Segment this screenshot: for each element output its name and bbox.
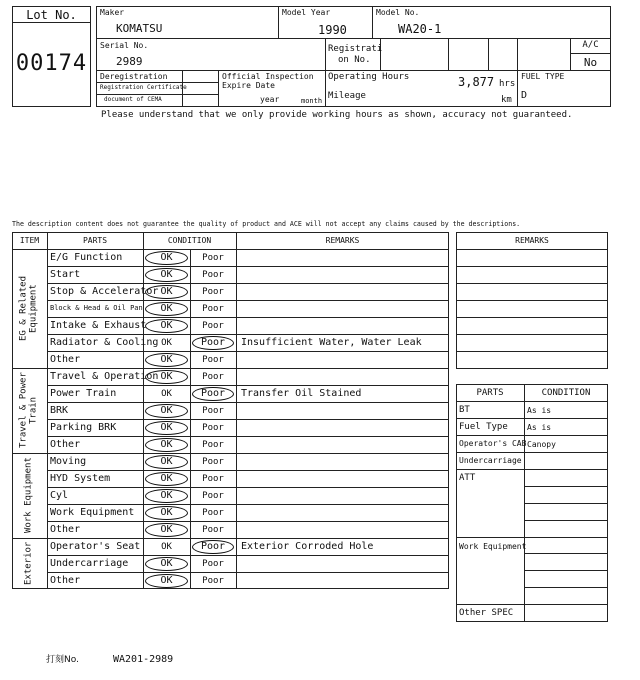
poor-marker: Poor: [202, 576, 224, 586]
work-equipment-side-label: Work Equipment: [459, 542, 527, 551]
item-header: ITEM: [19, 236, 40, 245]
ok-marker: OK: [145, 285, 188, 299]
remark-text: Exterior Corroded Hole: [241, 541, 374, 552]
part-label: Moving: [50, 456, 87, 467]
inspection-label-2: Expire Date: [222, 81, 275, 90]
remark-text: Insufficient Water, Water Leak: [241, 337, 422, 348]
group-label: Travel & Power Train: [18, 372, 39, 449]
ok-marker: OK: [145, 319, 188, 333]
part-label: Travel & Operation: [50, 371, 159, 382]
month-label: month: [301, 97, 323, 105]
part-label: Parking BRK: [50, 422, 117, 433]
ok-marker: OK: [145, 370, 188, 384]
ok-marker: OK: [145, 574, 188, 588]
remark-text: Transfer Oil Stained: [241, 388, 362, 399]
operating-hours-value: 3,877: [458, 75, 495, 89]
serial-no-value: 2989: [116, 55, 143, 68]
poor-marker: Poor: [202, 423, 224, 433]
model-year-value: 1990: [318, 23, 347, 37]
bt-label: BT: [459, 405, 470, 415]
model-year-label: Model Year: [282, 8, 331, 17]
part-label: Other: [50, 524, 81, 535]
poor-marker: Poor: [202, 474, 224, 484]
lot-no-label: Lot No.: [26, 8, 77, 22]
part-label: Power Train: [50, 388, 117, 399]
poor-marker: Poor: [192, 336, 234, 350]
part-label: Undercarriage: [50, 558, 129, 569]
part-label: Other: [50, 354, 81, 365]
poor-marker: Poor: [192, 387, 234, 401]
ok-marker: OK: [145, 404, 188, 418]
poor-marker: Poor: [202, 372, 224, 382]
ok-marker: OK: [145, 472, 188, 486]
ok-marker: OK: [161, 389, 172, 399]
fuel-type-label: FUEL TYPE: [521, 72, 565, 81]
maker-value: KOMATSU: [116, 22, 163, 35]
inspection-label: Official Inspection: [222, 72, 314, 81]
cema-document-label: document of CEMA: [104, 96, 162, 103]
part-label: Intake & Exhaust: [50, 320, 147, 331]
ok-marker: OK: [145, 523, 188, 537]
registration-label: Registrati: [328, 44, 383, 54]
registration-certificate-label: Registration Certificate: [100, 84, 187, 91]
part-label: Block & Head & Oil Pan: [50, 304, 143, 312]
part-label: HYD System: [50, 473, 111, 484]
ok-marker: OK: [145, 455, 188, 469]
ok-marker: OK: [145, 268, 188, 282]
fuel-type-side-label: Fuel Type: [459, 422, 508, 432]
model-no-label: Model No.: [376, 8, 420, 17]
part-label: Radiator & Cooling: [50, 337, 159, 348]
group-label: Exterior: [23, 541, 34, 586]
part-label: Operator's Seat: [50, 541, 141, 552]
part-label: BRK: [50, 405, 69, 416]
ok-marker: OK: [145, 557, 188, 571]
poor-marker: Poor: [202, 525, 224, 535]
side-condition-header: CONDITION: [541, 388, 591, 398]
poor-marker: Poor: [202, 508, 224, 518]
operator-cab-label: Operator's CAB: [459, 439, 527, 448]
side-parts-header: PARTS: [476, 388, 504, 398]
fuel-type-side-value: As is: [527, 423, 552, 432]
part-label: Work Equipment: [50, 507, 135, 518]
poor-marker: Poor: [202, 270, 224, 280]
group-label: Work Equipment: [23, 457, 34, 534]
poor-marker: Poor: [202, 406, 224, 416]
operating-hours-label: Operating Hours: [328, 72, 410, 82]
ok-marker: OK: [161, 542, 172, 552]
ac-label: A/C: [582, 40, 599, 50]
poor-marker: Poor: [202, 355, 224, 365]
ok-marker: OK: [145, 438, 188, 452]
ok-marker: OK: [145, 302, 188, 316]
part-label: E/G Function: [50, 252, 123, 263]
remarks-header: REMARKS: [325, 236, 360, 245]
ok-marker: OK: [145, 489, 188, 503]
part-label: Other: [50, 439, 81, 450]
poor-marker: Poor: [202, 287, 224, 297]
poor-marker: Poor: [202, 321, 224, 331]
lot-no-value: 00174: [15, 51, 88, 76]
deregistration-label: Deregistration: [100, 72, 168, 81]
poor-marker: Poor: [202, 491, 224, 501]
ac-value: No: [583, 56, 598, 69]
att-label: ATT: [459, 473, 476, 483]
description-disclaimer: The description content does not guarantee the quality of product and ACE will not accept any claims caused by the descriptions.: [12, 220, 521, 228]
poor-marker: Poor: [202, 304, 224, 314]
parts-header: PARTS: [82, 236, 108, 245]
serial-no-label: Serial No.: [100, 41, 149, 50]
poor-marker: Poor: [202, 559, 224, 569]
part-label: Start: [50, 269, 81, 280]
ok-marker: OK: [145, 506, 188, 520]
year-label: year: [260, 95, 280, 104]
part-label: Cyl: [50, 490, 69, 501]
fuel-type-value: D: [521, 90, 528, 101]
ok-marker: OK: [145, 251, 188, 265]
model-no-value: WA20-1: [398, 22, 442, 36]
poor-marker: Poor: [202, 457, 224, 467]
poor-marker: Poor: [202, 440, 224, 450]
ok-marker: OK: [145, 353, 188, 367]
hrs-label: hrs: [499, 79, 516, 89]
ok-marker: OK: [145, 421, 188, 435]
registration-label-2: on No.: [338, 55, 371, 65]
operator-cab-value: Canopy: [527, 440, 556, 449]
stamp-no-value: WA201-2989: [113, 654, 174, 665]
poor-marker: Poor: [192, 540, 234, 554]
stamp-no-label: 打刻No.: [46, 655, 79, 665]
mileage-label: Mileage: [328, 91, 366, 101]
maker-label: Maker: [100, 8, 125, 17]
km-label: km: [501, 95, 512, 105]
hours-disclaimer: Please understand that we only provide working hours as shown, accuracy not guaranteed.: [101, 110, 573, 120]
part-label: Stop & Accelerator: [50, 286, 159, 297]
condition-header: CONDITION: [167, 236, 212, 245]
poor-marker: Poor: [202, 253, 224, 263]
undercarriage-side-label: Undercarriage: [459, 456, 522, 465]
bt-value: As is: [527, 406, 552, 415]
ok-marker: OK: [161, 338, 172, 348]
part-label: Other: [50, 575, 81, 586]
side-remarks-header: REMARKS: [515, 236, 549, 245]
other-spec-label: Other SPEC: [459, 608, 514, 618]
group-label: EG & Related Equipment: [18, 275, 39, 342]
